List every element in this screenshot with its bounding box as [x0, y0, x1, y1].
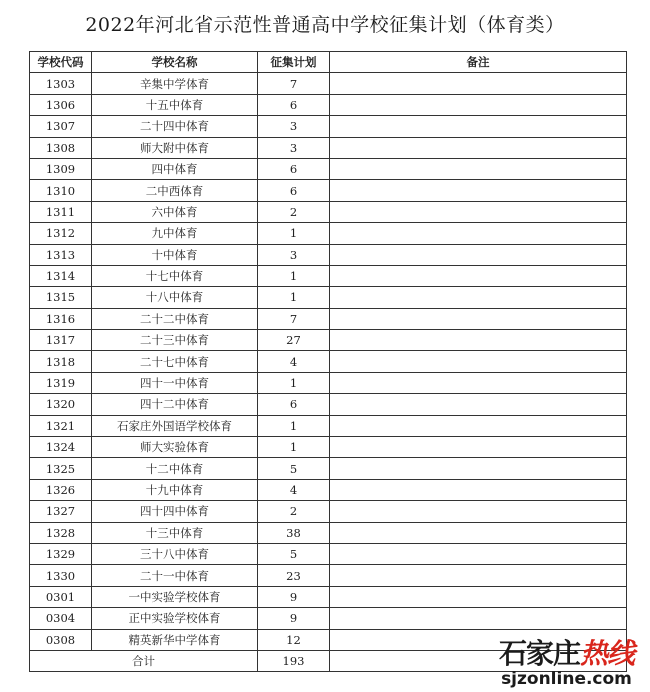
table-row — [30, 479, 627, 500]
table-row — [30, 180, 627, 201]
cell-plan: 7 — [258, 73, 330, 94]
cell-school-name: 十三中体育 — [92, 522, 258, 543]
cell-school-code: 1316 — [30, 308, 92, 329]
cell-school-code: 1315 — [30, 287, 92, 308]
cell-school-name: 石家庄外国语学校体育 — [92, 415, 258, 436]
cell-remarks — [330, 351, 627, 372]
cell-remarks — [330, 201, 627, 222]
cell-school-name: 四中体育 — [92, 158, 258, 179]
cell-plan: 6 — [258, 94, 330, 115]
cell-remarks — [330, 73, 627, 94]
cell-school-code: 1320 — [30, 394, 92, 415]
cell-school-code: 1317 — [30, 330, 92, 351]
table-row — [30, 351, 627, 372]
cell-school-code: 1311 — [30, 201, 92, 222]
cell-school-code: 1310 — [30, 180, 92, 201]
header-plan: 征集计划 — [258, 52, 330, 73]
watermark-logo — [499, 638, 634, 670]
cell-school-code: 1307 — [30, 116, 92, 137]
cell-school-code: 1321 — [30, 415, 92, 436]
cell-plan: 38 — [258, 522, 330, 543]
cell-school-code: 0308 — [30, 629, 92, 650]
enrollment-plan-table — [29, 51, 627, 672]
cell-plan: 2 — [258, 201, 330, 222]
cell-plan: 1 — [258, 415, 330, 436]
table-row — [30, 265, 627, 286]
cell-school-code: 1326 — [30, 479, 92, 500]
cell-remarks — [330, 394, 627, 415]
watermark-logo-red: 热线 — [579, 637, 634, 670]
cell-plan: 1 — [258, 437, 330, 458]
cell-school-code: 1319 — [30, 372, 92, 393]
cell-school-code: 1318 — [30, 351, 92, 372]
cell-plan: 6 — [258, 180, 330, 201]
cell-school-name: 二十二中体育 — [92, 308, 258, 329]
cell-school-name: 师大附中体育 — [92, 137, 258, 158]
cell-plan: 2 — [258, 501, 330, 522]
cell-remarks — [330, 608, 627, 629]
cell-school-name: 二十一中体育 — [92, 565, 258, 586]
cell-remarks — [330, 223, 627, 244]
cell-plan: 4 — [258, 351, 330, 372]
watermark-url: sjzonline.com — [501, 669, 632, 689]
table-row — [30, 522, 627, 543]
cell-school-code: 1324 — [30, 437, 92, 458]
cell-remarks — [330, 458, 627, 479]
cell-school-code: 1325 — [30, 458, 92, 479]
cell-school-code: 0301 — [30, 586, 92, 607]
cell-school-code: 1314 — [30, 265, 92, 286]
header-school-code: 学校代码 — [30, 52, 92, 73]
cell-plan: 23 — [258, 565, 330, 586]
cell-plan: 1 — [258, 372, 330, 393]
cell-school-name: 二中西体育 — [92, 180, 258, 201]
cell-remarks — [330, 479, 627, 500]
cell-remarks — [330, 543, 627, 564]
cell-remarks — [330, 330, 627, 351]
table-row — [30, 415, 627, 436]
cell-school-code: 1309 — [30, 158, 92, 179]
cell-plan: 4 — [258, 479, 330, 500]
cell-school-code: 1312 — [30, 223, 92, 244]
cell-school-name: 十七中体育 — [92, 265, 258, 286]
cell-school-name: 四十二中体育 — [92, 394, 258, 415]
cell-school-name: 师大实验体育 — [92, 437, 258, 458]
cell-school-name: 二十七中体育 — [92, 351, 258, 372]
cell-school-code: 1328 — [30, 522, 92, 543]
cell-remarks — [330, 94, 627, 115]
cell-plan: 9 — [258, 608, 330, 629]
cell-school-name: 十九中体育 — [92, 479, 258, 500]
table-row — [30, 94, 627, 115]
cell-school-name: 四十一中体育 — [92, 372, 258, 393]
cell-school-code: 1327 — [30, 501, 92, 522]
page-title: 2022年河北省示范性普通高中学校征集计划（体育类） — [85, 14, 565, 36]
cell-school-name: 正中实验学校体育 — [92, 608, 258, 629]
table-row — [30, 330, 627, 351]
cell-plan: 1 — [258, 223, 330, 244]
cell-school-code: 1329 — [30, 543, 92, 564]
cell-remarks — [330, 565, 627, 586]
table-row — [30, 437, 627, 458]
header-remarks: 备注 — [330, 52, 627, 73]
cell-school-name: 四十四中体育 — [92, 501, 258, 522]
table-row — [30, 73, 627, 94]
table-row — [30, 501, 627, 522]
cell-school-name: 十中体育 — [92, 244, 258, 265]
table-row — [30, 543, 627, 564]
table-row — [30, 308, 627, 329]
cell-school-code: 1330 — [30, 565, 92, 586]
cell-remarks — [330, 586, 627, 607]
cell-school-name: 六中体育 — [92, 201, 258, 222]
header-school-name: 学校名称 — [92, 52, 258, 73]
cell-school-code: 1303 — [30, 73, 92, 94]
table-row — [30, 394, 627, 415]
cell-plan: 9 — [258, 586, 330, 607]
table-row — [30, 116, 627, 137]
cell-remarks — [330, 501, 627, 522]
cell-plan: 1 — [258, 265, 330, 286]
cell-school-name: 二十四中体育 — [92, 116, 258, 137]
site-watermark — [499, 638, 634, 688]
table-row — [30, 586, 627, 607]
cell-school-code: 0304 — [30, 608, 92, 629]
cell-remarks — [330, 265, 627, 286]
table-header-row — [30, 52, 627, 73]
cell-school-name: 九中体育 — [92, 223, 258, 244]
cell-school-name: 辛集中学体育 — [92, 73, 258, 94]
cell-plan: 5 — [258, 458, 330, 479]
table-row — [30, 223, 627, 244]
table-row — [30, 201, 627, 222]
cell-plan: 3 — [258, 137, 330, 158]
cell-school-code: 1308 — [30, 137, 92, 158]
table-row — [30, 158, 627, 179]
cell-school-code: 1306 — [30, 94, 92, 115]
cell-school-name: 三十八中体育 — [92, 543, 258, 564]
cell-remarks — [330, 308, 627, 329]
cell-plan: 5 — [258, 543, 330, 564]
cell-plan: 7 — [258, 308, 330, 329]
cell-school-code: 1313 — [30, 244, 92, 265]
cell-plan: 1 — [258, 287, 330, 308]
table-row — [30, 458, 627, 479]
cell-school-name: 十八中体育 — [92, 287, 258, 308]
cell-remarks — [330, 180, 627, 201]
cell-plan: 27 — [258, 330, 330, 351]
cell-remarks — [330, 437, 627, 458]
cell-school-name: 一中实验学校体育 — [92, 586, 258, 607]
table-row — [30, 565, 627, 586]
table-row — [30, 137, 627, 158]
cell-remarks — [330, 158, 627, 179]
watermark-logo-black: 石家庄 — [498, 637, 580, 670]
cell-remarks — [330, 287, 627, 308]
cell-remarks — [330, 116, 627, 137]
cell-remarks — [330, 415, 627, 436]
cell-school-name: 十五中体育 — [92, 94, 258, 115]
table-row — [30, 244, 627, 265]
cell-remarks — [330, 244, 627, 265]
cell-school-name: 精英新华中学体育 — [92, 629, 258, 650]
cell-school-name: 二十三中体育 — [92, 330, 258, 351]
total-plan: 193 — [258, 650, 330, 671]
total-label: 合计 — [30, 650, 258, 671]
cell-plan: 6 — [258, 158, 330, 179]
cell-remarks — [330, 522, 627, 543]
cell-plan: 6 — [258, 394, 330, 415]
cell-remarks — [330, 137, 627, 158]
table-row — [30, 608, 627, 629]
table-row — [30, 372, 627, 393]
cell-plan: 3 — [258, 116, 330, 137]
cell-plan: 3 — [258, 244, 330, 265]
cell-remarks — [330, 372, 627, 393]
cell-plan: 12 — [258, 629, 330, 650]
table-row — [30, 287, 627, 308]
cell-school-name: 十二中体育 — [92, 458, 258, 479]
